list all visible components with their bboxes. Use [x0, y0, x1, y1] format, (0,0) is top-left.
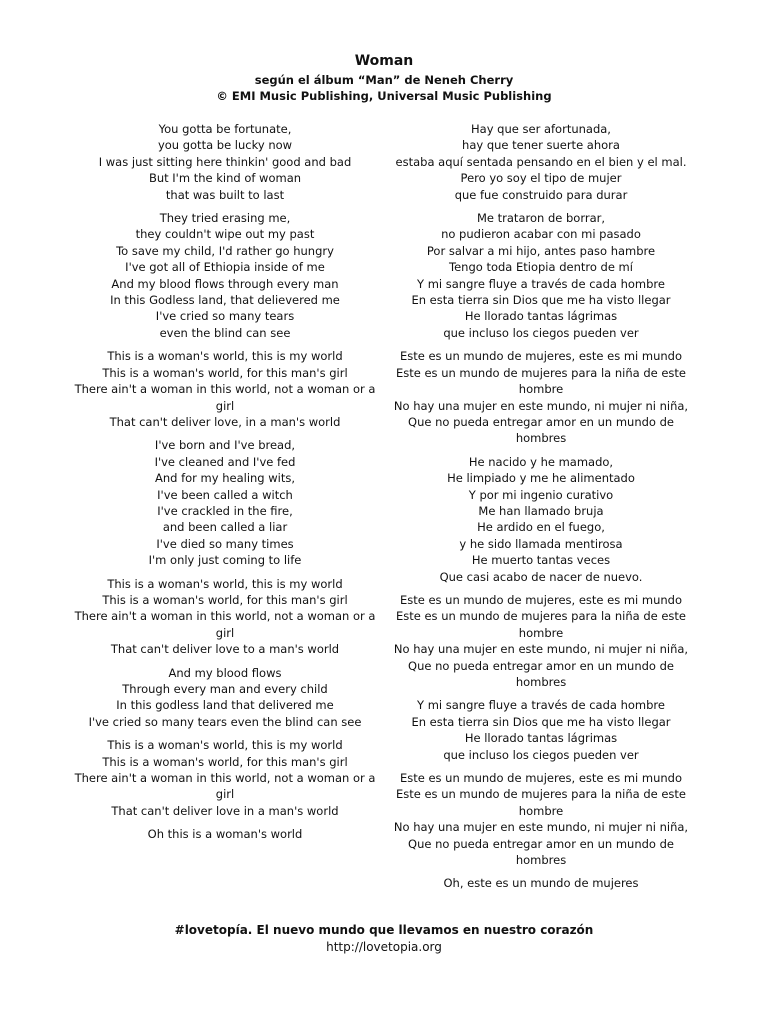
album-credit: según el álbum “Man” de Neneh Cherry [254, 73, 514, 87]
english-lyric-line: There ain't a woman in this world, not a woman or a girl [74, 382, 376, 413]
document-footer [0, 922, 768, 956]
english-lyric-line: That can't deliver love in a man's world [111, 803, 339, 818]
spanish-stanza [386, 770, 696, 868]
spanish-lyric-line: Este es un mundo de mujeres, este es mi mundo [399, 592, 683, 607]
english-lyric-line: they couldn't wipe out my past [135, 227, 315, 242]
spanish-lyric-line: Que no pueda entregar amor en un mundo de hombres [408, 836, 674, 868]
english-lyric-line: But I'm the kind of woman [148, 171, 302, 186]
english-lyric-line: You gotta be fortunate, [158, 122, 292, 136]
english-lyric-line: I've cried so many tears even the blind can see [88, 714, 362, 729]
spanish-lyric-line: Hay que ser afortunada, [471, 122, 611, 136]
english-lyric-line: and been called a liar [162, 520, 288, 535]
spanish-lyric-line: que incluso los ciegos pueden ver [443, 325, 639, 340]
english-lyric-line: This is a woman's world, this is my world [107, 349, 343, 364]
spanish-lyric-line: Oh, este es un mundo de mujeres [443, 876, 639, 891]
spanish-lyric-line: Me han llamado bruja [478, 503, 604, 518]
spanish-lyric-line: hay que tener suerte ahora [462, 138, 620, 153]
spanish-stanza [386, 592, 696, 690]
spanish-lyric-line: que fue construido para durar [454, 187, 628, 202]
english-stanza [74, 665, 376, 731]
song-title: Woman [354, 53, 414, 69]
spanish-lyric-line: Y por mi ingenio curativo [468, 487, 614, 502]
spanish-lyric-line: Por salvar a mi hijo, antes paso hambre [426, 243, 656, 258]
spanish-lyric-line: No hay una mujer en este mundo, ni mujer ni niña, [393, 820, 689, 835]
spanish-lyric-line: Este es un mundo de mujeres para la niña de este hombre [395, 609, 687, 640]
spanish-lyric-line: estaba aquí sentada pensando en el bien y el mal. [395, 154, 687, 169]
english-lyric-line: even the blind can see [159, 325, 291, 340]
spanish-lyric-line: No hay una mujer en este mundo, ni mujer ni niña, [393, 398, 689, 413]
english-lyric-line: In this godless land that delivered me [116, 698, 334, 713]
spanish-lyric-line: Pero yo soy el tipo de mujer [460, 171, 622, 186]
spanish-lyric-line: no pudieron acabar con mi pasado [441, 227, 641, 242]
english-lyric-line: There ain't a woman in this world, not a woman or a girl [74, 609, 376, 640]
english-lyric-line: This is a woman's world, for this man's girl [102, 365, 348, 380]
english-lyric-line: I'm only just coming to life [148, 553, 302, 568]
spanish-stanza [386, 121, 696, 203]
english-lyric-line: They tried erasing me, [159, 211, 291, 226]
spanish-lyric-line: Que casi acabo de nacer de nuevo. [439, 569, 643, 584]
spanish-lyric-line: Que no pueda entregar amor en un mundo de hombres [408, 658, 674, 689]
spanish-lyric-line: Me trataron de borrar, [477, 211, 605, 226]
footer-url[interactable]: http://lovetopia.org [326, 940, 442, 954]
english-lyric-line: I've born and I've bread, [154, 438, 296, 453]
english-lyric-line: This is a woman's world, for this man's girl [102, 592, 348, 607]
spanish-lyric-line: Este es un mundo de mujeres, este es mi mundo [399, 349, 683, 364]
english-lyric-line: I've died so many times [156, 536, 294, 551]
english-lyric-line: I've cleaned and I've fed [154, 454, 296, 469]
spanish-stanza [386, 210, 696, 341]
english-stanza [74, 826, 376, 842]
spanish-lyric-line: Y mi sangre fluye a través de cada hombre [417, 698, 665, 713]
spanish-lyric-line: He limpiado y me he alimentado [447, 471, 635, 486]
spanish-lyric-line: Que no pueda entregar amor en un mundo de hombres [408, 414, 674, 446]
spanish-stanza [386, 875, 696, 891]
spanish-lyric-line: Y mi sangre fluye a través de cada hombre [417, 276, 665, 291]
footer-tagline: #lovetopía. El nuevo mundo que llevamos en nuestro corazón [174, 923, 594, 937]
spanish-lyric-line: He llorado tantas lágrimas [464, 309, 618, 324]
english-stanza [74, 437, 376, 568]
document-header [0, 52, 768, 104]
english-lyric-line: To save my child, I'd rather go hungry [116, 243, 334, 258]
spanish-lyric-line: He muerto tantas veces [471, 553, 611, 568]
english-stanza [74, 210, 376, 341]
english-lyric-line: that was built to last [165, 187, 285, 202]
spanish-stanza [386, 454, 696, 585]
english-lyric-line: I've been called a witch [157, 487, 293, 502]
english-lyric-line: This is a woman's world, for this man's girl [102, 754, 348, 769]
english-lyric-line: I've got all of Ethiopia inside of me [125, 260, 325, 275]
spanish-lyric-line: En esta tierra sin Dios que me ha visto llegar [411, 293, 671, 308]
spanish-lyric-line: y he sido llamada mentirosa [459, 536, 623, 551]
spanish-lyric-line: que incluso los ciegos pueden ver [443, 747, 639, 762]
english-lyric-line: Oh this is a woman's world [147, 827, 303, 842]
english-lyric-line: Through every man and every child [122, 682, 328, 696]
spanish-stanza [386, 348, 696, 446]
spanish-lyrics-column [386, 121, 696, 899]
spanish-lyric-line: No hay una mujer en este mundo, ni mujer ni niña, [393, 642, 689, 657]
spanish-lyric-line: En esta tierra sin Dios que me ha visto llegar [411, 714, 671, 729]
english-lyric-line: That can't deliver love, in a man's world [109, 414, 341, 429]
english-lyrics-column [74, 121, 376, 850]
english-lyric-line: This is a woman's world, this is my world [107, 738, 343, 753]
spanish-lyric-line: Tengo toda Etiopia dentro de mí [449, 260, 633, 275]
english-stanza [74, 348, 376, 430]
spanish-lyric-line: Este es un mundo de mujeres, este es mi mundo [399, 771, 683, 786]
spanish-stanza [386, 697, 696, 763]
english-lyric-line: I've cried so many tears [155, 309, 295, 324]
english-stanza [74, 121, 376, 203]
spanish-lyric-line: He ardido en el fuego, [477, 520, 605, 535]
spanish-lyric-line: Este es un mundo de mujeres para la niña de este hombre [395, 787, 687, 818]
english-lyric-line: I've crackled in the fire, [157, 503, 293, 518]
english-lyric-line: And for my healing wits, [154, 471, 296, 486]
english-lyric-line: There ain't a woman in this world, not a woman or a girl [74, 771, 376, 802]
english-lyric-line: And my blood flows [168, 665, 282, 680]
english-lyric-line: you gotta be lucky now [157, 138, 293, 153]
english-stanza [74, 576, 376, 658]
copyright-notice: © EMI Music Publishing, Universal Music Publishing [216, 89, 552, 103]
english-lyric-line: That can't deliver love to a man's world [110, 642, 340, 657]
english-lyric-line: This is a woman's world, this is my world [107, 576, 343, 591]
spanish-lyric-line: He nacido y he mamado, [468, 454, 614, 469]
english-stanza [74, 737, 376, 819]
english-lyric-line: I was just sitting here thinkin' good and bad [98, 154, 352, 169]
spanish-lyric-line: Este es un mundo de mujeres para la niña de este hombre [395, 365, 687, 397]
english-lyric-line: In this Godless land, that delievered me [110, 293, 340, 308]
spanish-lyric-line: He llorado tantas lágrimas [464, 731, 618, 746]
english-lyric-line: And my blood flows through every man [111, 276, 339, 291]
